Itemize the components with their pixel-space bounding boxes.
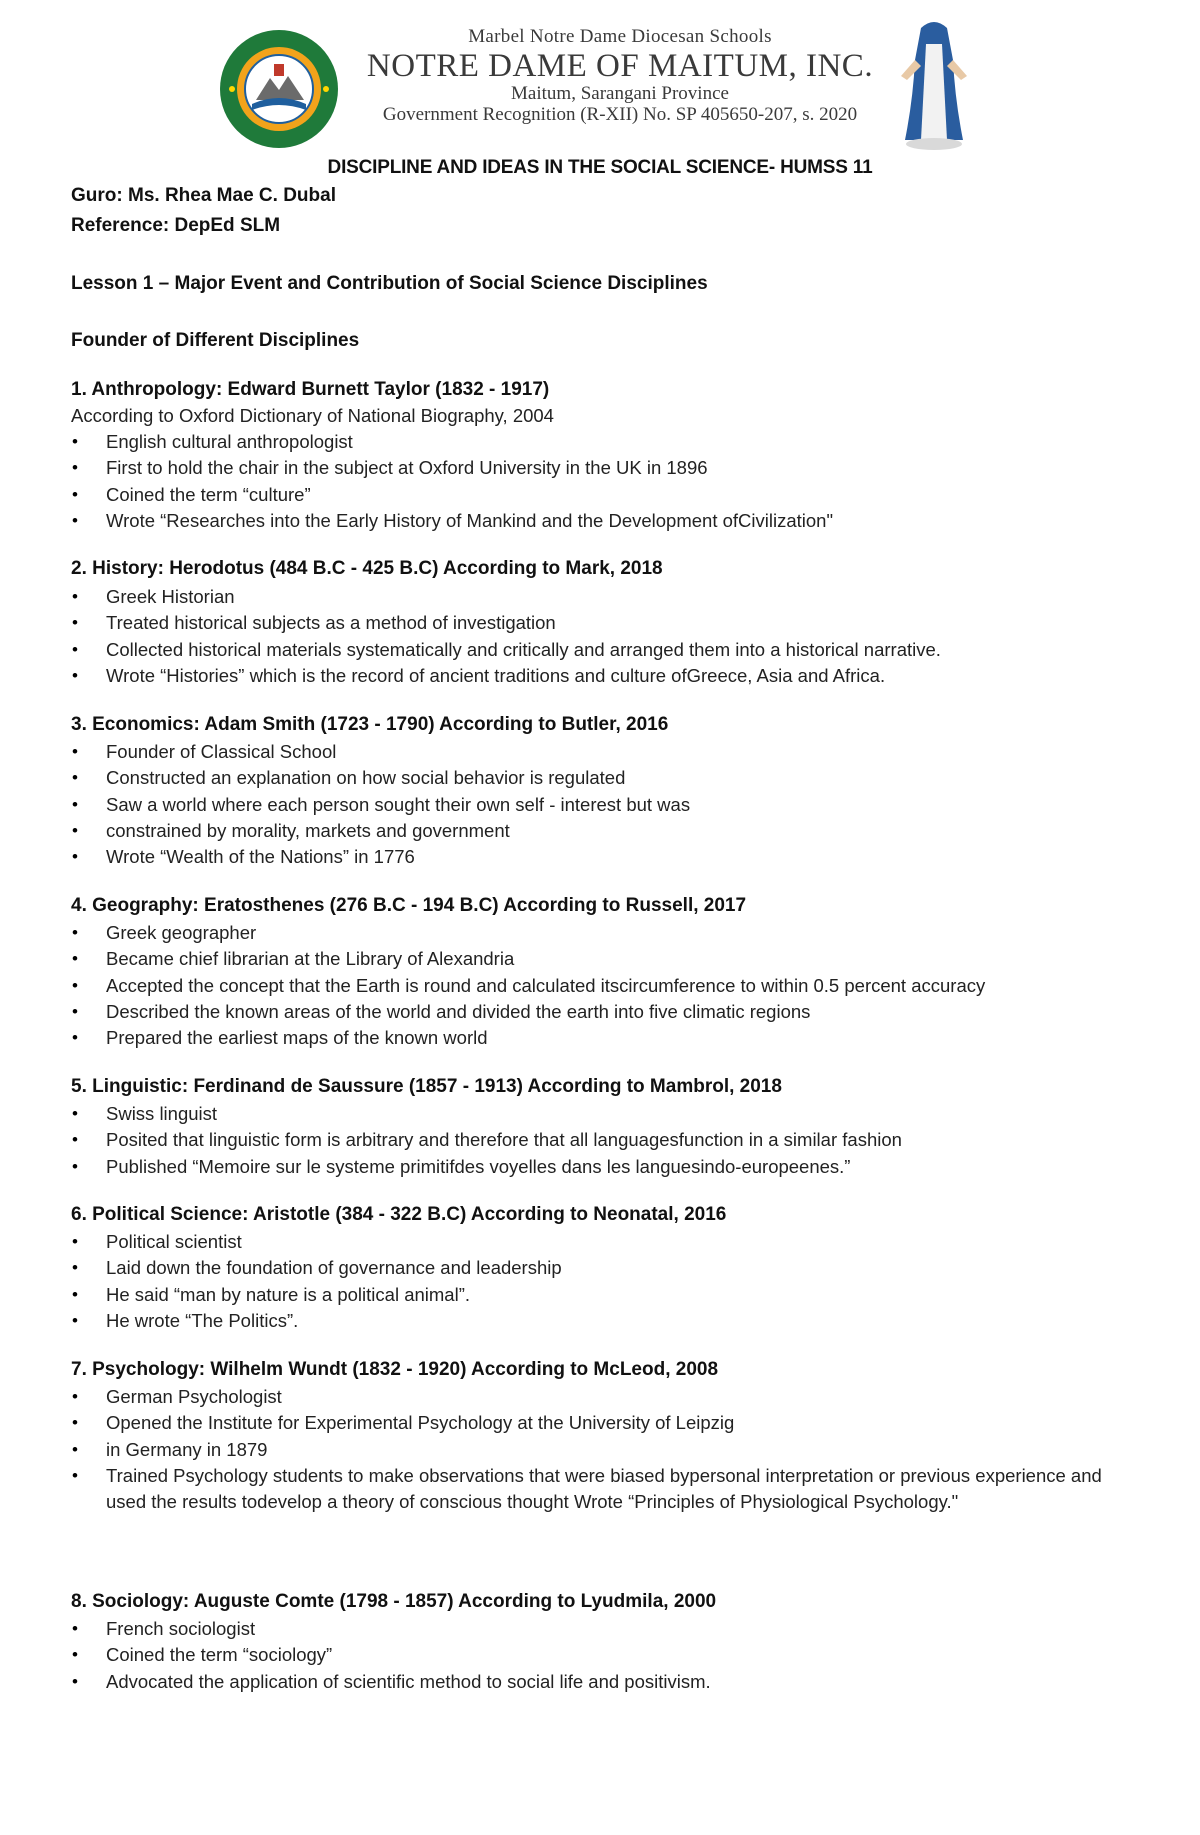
bullet-list-anthropology bbox=[71, 429, 1131, 534]
letterhead bbox=[0, 0, 1200, 160]
discipline-heading-geography: 4. Geography: Eratosthenes (276 B.C - 194 B.C) According to Russell, 2017 bbox=[71, 895, 747, 916]
list-item: • Political scientist bbox=[71, 1229, 1131, 1255]
discipline-heading-psychology: 7. Psychology: Wilhelm Wundt (1832 - 1920) According to McLeod, 2008 bbox=[71, 1359, 719, 1380]
school-location: Maitum, Sarangani Province bbox=[511, 83, 729, 104]
school-name: NOTRE DAME OF MAITUM, INC. bbox=[366, 48, 874, 84]
list-item: • Laid down the foundation of governance and leadership bbox=[71, 1255, 1131, 1281]
list-item: • First to hold the chair in the subject at Oxford University in the UK in 1896 bbox=[71, 455, 1131, 481]
discipline-heading-sociology: 8. Sociology: Auguste Comte (1798 - 1857) According to Lyudmila, 2000 bbox=[71, 1591, 717, 1612]
list-item: • Advocated the application of scientific method to social life and positivism. bbox=[71, 1669, 1131, 1695]
bullet-list-sociology bbox=[71, 1616, 1131, 1695]
list-item: • Founder of Classical School bbox=[71, 739, 1131, 765]
bullet-list-linguistic bbox=[71, 1101, 1131, 1180]
bullet-list-economics bbox=[71, 739, 1131, 870]
bullet-list-political-science bbox=[71, 1229, 1131, 1334]
list-item: • Collected historical materials systematically and critically and arranged them into a historical narrative. bbox=[71, 637, 1131, 663]
list-item: • Treated historical subjects as a method of investigation bbox=[71, 610, 1131, 636]
list-item: • Greek geographer bbox=[71, 920, 1131, 946]
virgin-mary-image bbox=[893, 20, 975, 152]
list-item: • Became chief librarian at the Library of Alexandria bbox=[71, 946, 1131, 972]
school-seal-logo bbox=[218, 28, 340, 150]
list-item: • Prepared the earliest maps of the known world bbox=[71, 1025, 1131, 1051]
teacher-line: Guro: Ms. Rhea Mae C. Dubal bbox=[71, 185, 336, 206]
list-item: • constrained by morality, markets and government bbox=[71, 818, 1131, 844]
list-item: • Posited that linguistic form is arbitrary and therefore that all languagesfunction in a similar fashion bbox=[71, 1127, 1131, 1153]
bullet-list-geography bbox=[71, 920, 1131, 1051]
section-title: Founder of Different Disciplines bbox=[71, 330, 360, 351]
discipline-heading-history: 2. History: Herodotus (484 B.C - 425 B.C) According to Mark, 2018 bbox=[71, 558, 663, 579]
discipline-heading-economics: 3. Economics: Adam Smith (1723 - 1790) According to Butler, 2016 bbox=[71, 714, 669, 735]
government-recognition: Government Recognition (R-XII) No. SP 405650-207, s. 2020 bbox=[382, 104, 858, 125]
discipline-source-anthropology: According to Oxford Dictionary of National Biography, 2004 bbox=[71, 405, 554, 426]
discipline-heading-political-science: 6. Political Science: Aristotle (384 - 322 B.C) According to Neonatal, 2016 bbox=[71, 1204, 727, 1225]
bullet-list-history bbox=[71, 584, 1131, 689]
list-item: • German Psychologist bbox=[71, 1384, 1131, 1410]
list-item: • Trained Psychology students to make observations that were biased bypersonal interpretation or previous experience and used the results todevelop a theory of conscious thought Wrote “Principles of Physiological Psychology." bbox=[71, 1463, 1131, 1516]
bullet-list-psychology bbox=[71, 1384, 1131, 1515]
school-name-block bbox=[350, 26, 890, 126]
list-item: • He wrote “The Politics”. bbox=[71, 1308, 1131, 1334]
document-title: DISCIPLINE AND IDEAS IN THE SOCIAL SCIENCE- HUMSS 11 bbox=[327, 157, 873, 178]
list-item: • Wrote “Researches into the Early History of Mankind and the Development ofCivilization" bbox=[71, 508, 1131, 534]
list-item: • Swiss linguist bbox=[71, 1101, 1131, 1127]
list-item: • Constructed an explanation on how social behavior is regulated bbox=[71, 765, 1131, 791]
list-item: • Described the known areas of the world and divided the earth into five climatic regions bbox=[71, 999, 1131, 1025]
list-item: • French sociologist bbox=[71, 1616, 1131, 1642]
discipline-heading-anthropology: 1. Anthropology: Edward Burnett Taylor (1832 - 1917) bbox=[71, 379, 550, 400]
list-item: • English cultural anthropologist bbox=[71, 429, 1131, 455]
list-item: • Saw a world where each person sought their own self - interest but was bbox=[71, 792, 1131, 818]
list-item: • He said “man by nature is a political animal”. bbox=[71, 1282, 1131, 1308]
list-item: • Coined the term “sociology” bbox=[71, 1642, 1131, 1668]
list-item: • Coined the term “culture” bbox=[71, 482, 1131, 508]
reference-line: Reference: DepEd SLM bbox=[71, 215, 281, 236]
lesson-title: Lesson 1 – Major Event and Contribution of Social Science Disciplines bbox=[71, 273, 708, 294]
list-item: • Opened the Institute for Experimental Psychology at the University of Leipzig bbox=[71, 1410, 1131, 1436]
list-item: • Accepted the concept that the Earth is round and calculated itscircumference to within 0.5 percent accuracy bbox=[71, 973, 1131, 999]
list-item: • in Germany in 1879 bbox=[71, 1437, 1131, 1463]
list-item: • Greek Historian bbox=[71, 584, 1131, 610]
discipline-heading-linguistic: 5. Linguistic: Ferdinand de Saussure (1857 - 1913) According to Mambrol, 2018 bbox=[71, 1076, 782, 1097]
school-group: Marbel Notre Dame Diocesan Schools bbox=[468, 26, 772, 47]
list-item: • Wrote “Wealth of the Nations” in 1776 bbox=[71, 844, 1131, 870]
list-item: • Wrote “Histories” which is the record of ancient traditions and culture ofGreece, Asia and Africa. bbox=[71, 663, 1131, 689]
list-item: • Published “Memoire sur le systeme primitifdes voyelles dans les languesindo-europeenes.” bbox=[71, 1154, 1131, 1180]
